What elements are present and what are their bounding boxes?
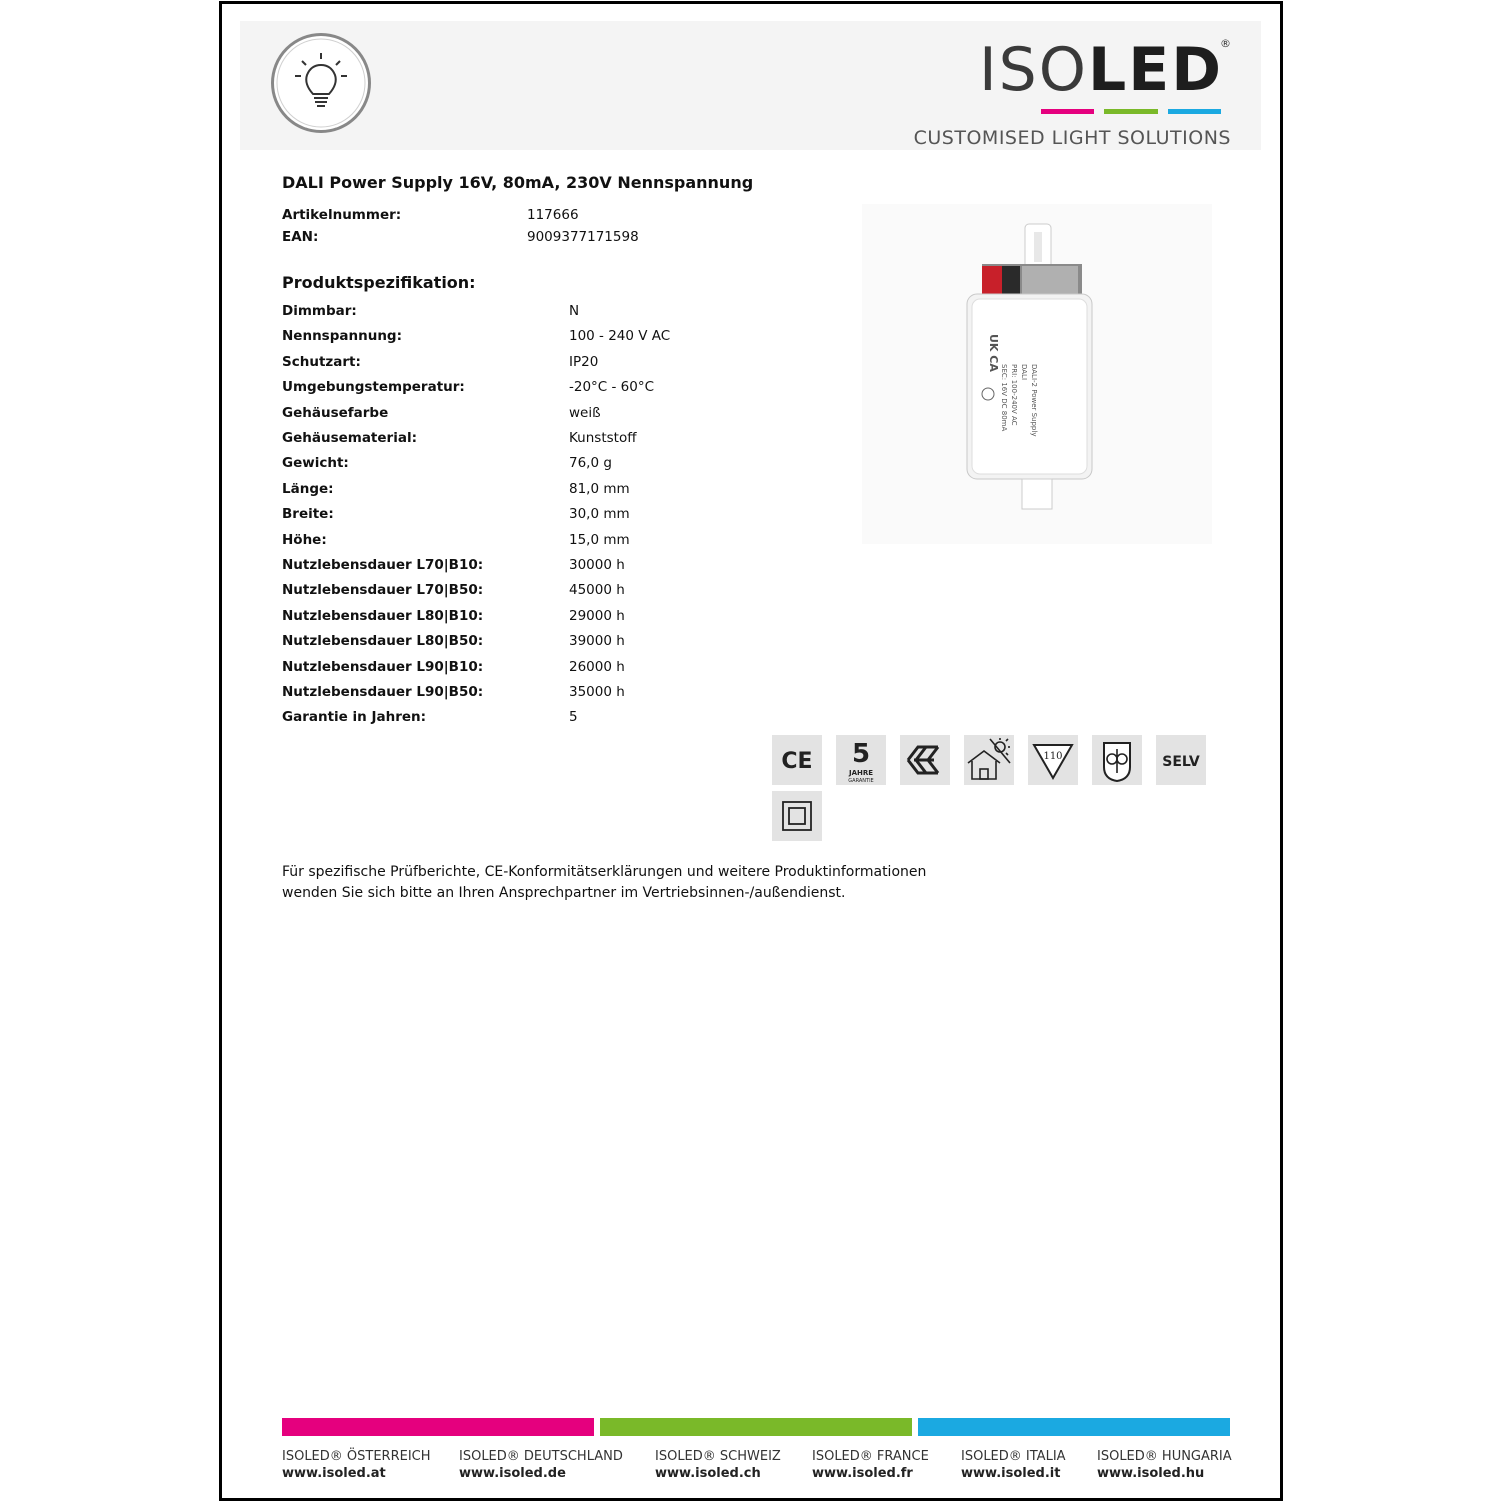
spec-label: Nutzlebensdauer L70|B10:: [282, 557, 484, 573]
light-bulb-icon: [271, 33, 371, 133]
footer-france: [812, 1448, 929, 1482]
article-number-label: Artikelnummer:: [282, 207, 402, 223]
svg-text:DALI-2 Power Supply: DALI-2 Power Supply: [1030, 364, 1038, 437]
footer-italy: [961, 1448, 1066, 1482]
max-temperature-110-icon: [1028, 735, 1078, 785]
contact-note: Für spezifische Prüfberichte, CE-Konformitätserklärungen und weitere Produktinformationen wenden Sie sich bitte an Ihren Ansprechpartner im Vertriebsinnen-/außendienst.: [282, 864, 927, 901]
spec-value: IP20: [569, 353, 599, 370]
spec-value: N: [569, 303, 580, 319]
header-band: [240, 21, 1261, 150]
spec-label: Nutzlebensdauer L90|B50:: [282, 684, 484, 700]
selv-text: SELV: [1162, 754, 1200, 770]
footer-hungary-name: ISOLED® HUNGARIA: [1097, 1449, 1232, 1464]
indoor-use-only-icon: [964, 735, 1014, 785]
footer-austria-url[interactable]: www.isoled.at: [282, 1466, 386, 1481]
datasheet-page: [219, 1, 1283, 1501]
footer-switzerland-name: ISOLED® SCHWEIZ: [655, 1449, 781, 1464]
spec-value: weiß: [569, 404, 601, 421]
warranty-5-years-icon: [836, 735, 886, 785]
spec-value: 81,0 mm: [569, 480, 630, 497]
warranty-line2: GARANTIE: [848, 778, 874, 784]
logo-color-bars: [1041, 109, 1221, 114]
spec-label: Nennspannung:: [282, 328, 402, 345]
selv-icon: [1156, 735, 1206, 785]
spec-label: Breite:: [282, 506, 334, 523]
spec-value: 39000 h: [569, 633, 625, 650]
spec-value: -20°C - 60°C: [569, 379, 655, 396]
spec-value: 30000 h: [569, 557, 625, 573]
isoled-logo: [911, 35, 1231, 149]
spec-label: Gewicht:: [282, 455, 349, 472]
svg-text:PRI: 100-240V AC: PRI: 100-240V AC: [1010, 364, 1018, 426]
registered-mark: ®: [1220, 37, 1231, 50]
spec-label: Nutzlebensdauer L80|B10:: [282, 607, 484, 624]
spec-label: Nutzlebensdauer L90|B10:: [282, 658, 484, 675]
spec-label: Gehäusematerial:: [282, 430, 417, 446]
ean-value: 9009377171598: [527, 229, 639, 245]
spec-value: 35000 h: [569, 684, 625, 700]
protection-class-ii-icon: [772, 791, 822, 841]
footer-germany: [459, 1448, 623, 1482]
footer-france-url[interactable]: www.isoled.fr: [812, 1466, 913, 1481]
spec-value: 30,0 mm: [569, 506, 630, 523]
logo-wordmark: ISOLED: [978, 35, 1223, 105]
svg-text:SEC: 16V DC 80mA: SEC: 16V DC 80mA: [1000, 364, 1008, 432]
ce-text: CE: [781, 749, 813, 774]
spec-label: Gehäusefarbe: [282, 404, 389, 421]
spec-label: Dimmbar:: [282, 303, 357, 319]
ean-label: EAN:: [282, 229, 319, 245]
footer-austria: [282, 1448, 431, 1482]
product-photo: [862, 204, 1212, 544]
footer-germany-url[interactable]: www.isoled.de: [459, 1466, 566, 1481]
spec-heading: Produktspezifikation:: [282, 273, 476, 292]
spec-label: Länge:: [282, 480, 334, 497]
safety-transformer-icon: [1092, 735, 1142, 785]
spec-label: Nutzlebensdauer L70|B50:: [282, 582, 484, 599]
footer-switzerland: [655, 1448, 781, 1482]
spec-value: 29000 h: [569, 607, 625, 624]
footer-hungary-url[interactable]: www.isoled.hu: [1097, 1466, 1205, 1481]
spec-value: Kunststoff: [569, 430, 637, 446]
spec-value: 15,0 mm: [569, 531, 630, 548]
spec-value: 26000 h: [569, 658, 625, 675]
logo-tagline: CUSTOMISED LIGHT SOLUTIONS: [913, 127, 1231, 149]
spec-label: Höhe:: [282, 531, 327, 548]
warranty-number: 5: [851, 739, 871, 769]
spec-label: Umgebungstemperatur:: [282, 379, 465, 396]
product-title: DALI Power Supply 16V, 80mA, 230V Nennspannung: [282, 173, 754, 192]
ce-mark-icon: [772, 735, 822, 785]
footer-italy-name: ISOLED® ITALIA: [961, 1449, 1066, 1464]
spec-value: 100 - 240 V AC: [569, 328, 671, 345]
footer-germany-name: ISOLED® DEUTSCHLAND: [459, 1449, 623, 1464]
footer-france-name: ISOLED® FRANCE: [812, 1449, 929, 1464]
temp-value: 110: [1043, 751, 1063, 762]
spec-value: 76,0 g: [569, 455, 612, 472]
eac-mark-icon: [900, 735, 950, 785]
article-number-value: 117666: [527, 207, 579, 223]
footer-austria-name: ISOLED® ÖSTERREICH: [282, 1449, 431, 1464]
footer-italy-url[interactable]: www.isoled.it: [961, 1466, 1061, 1481]
spec-label: Nutzlebensdauer L80|B50:: [282, 633, 484, 650]
spec-value: 5: [569, 709, 578, 726]
spec-label: Schutzart:: [282, 353, 361, 370]
spec-label: Garantie in Jahren:: [282, 709, 427, 726]
svg-text:UK CA: UK CA: [987, 334, 1000, 372]
warranty-line1: JAHRE: [848, 769, 874, 777]
svg-text:DALI: DALI: [1020, 364, 1028, 381]
footer-hungary: [1097, 1448, 1232, 1482]
footer-color-bars: [282, 1418, 1230, 1436]
footer-switzerland-url[interactable]: www.isoled.ch: [655, 1466, 761, 1481]
spec-value: 45000 h: [569, 582, 625, 599]
